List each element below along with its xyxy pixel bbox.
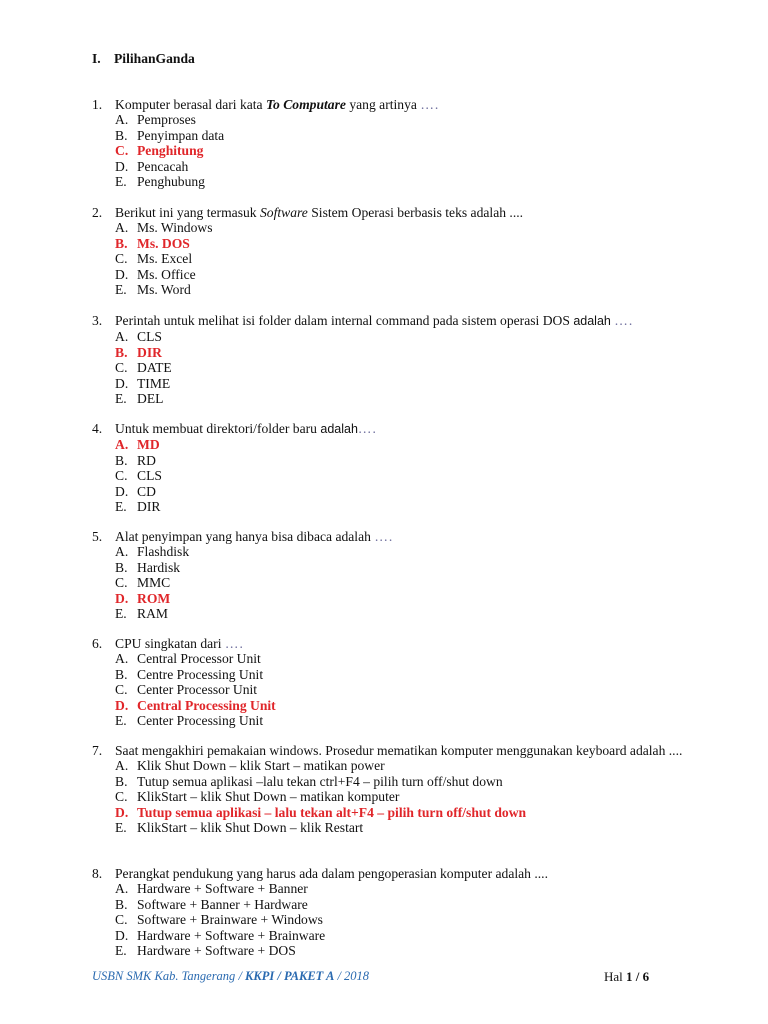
option-c[interactable]: C. DATE — [115, 360, 172, 376]
section-title-text: PilihanGanda — [114, 51, 195, 66]
question-number: 7. — [92, 743, 103, 758]
question-text: Komputer berasal dari kata To Computare yang artinya …. — [115, 97, 440, 112]
question-3 — [92, 313, 712, 406]
footer-package: KKPI / PAKET A — [245, 969, 335, 983]
section-numeral: I. — [92, 51, 101, 66]
option-a[interactable]: A. Hardware + Software + Banner — [115, 881, 308, 897]
option-c[interactable]: C. Software + Brainware + Windows — [115, 912, 323, 928]
option-c[interactable]: C. MMC — [115, 575, 171, 591]
option-a[interactable]: A. CLS — [115, 329, 162, 345]
question-number: 8. — [92, 866, 103, 881]
option-e[interactable]: E. DIR — [115, 499, 161, 515]
footer-exam-info: USBN SMK Kab. Tangerang / KKPI / PAKET A / 2018 — [92, 969, 370, 983]
option-c[interactable]: C. CLS — [115, 468, 162, 484]
option-c[interactable]: C. KlikStart – klik Shut Down – matikan komputer — [115, 789, 400, 805]
question-text: Alat penyimpan yang hanya bisa dibaca adalah …. — [115, 529, 394, 544]
option-d-correct[interactable]: D. ROM — [115, 590, 171, 606]
option-e[interactable]: E. Hardware + Software + DOS — [115, 943, 296, 959]
question-8 — [92, 866, 712, 958]
question-2 — [92, 205, 712, 297]
option-c[interactable]: C. Ms. Excel — [115, 251, 193, 267]
option-e[interactable]: E. KlikStart – klik Shut Down – klik Restart — [115, 820, 364, 836]
option-d[interactable]: D. Pencacah — [115, 158, 189, 174]
section-title — [92, 51, 195, 66]
option-e[interactable]: E. DEL — [115, 391, 164, 407]
question-number: 1. — [92, 97, 103, 112]
question-text: Untuk membuat direktori/folder baru adalah…. — [115, 421, 377, 436]
option-e[interactable]: E. Ms. Word — [115, 282, 191, 298]
question-text: Berikut ini yang termasuk Software Sistem Operasi berbasis teks adalah .... — [115, 205, 524, 220]
question-number: 3. — [92, 313, 103, 328]
question-emphasis: Software — [259, 205, 308, 220]
question-text: Perintah untuk melihat isi folder dalam internal command pada sistem operasi DOS adalah …. — [115, 313, 634, 328]
option-b-correct[interactable]: B. Ms. DOS — [115, 235, 190, 251]
option-c[interactable]: C. Center Processor Unit — [115, 682, 258, 698]
question-number: 6. — [92, 636, 103, 651]
question-number: 2. — [92, 205, 103, 220]
option-d[interactable]: D. Ms. Office — [115, 266, 196, 282]
question-7 — [92, 743, 712, 835]
question-text: Saat mengakhiri pemakaian windows. Prosedur mematikan komputer menggunakan keyboard adalah .... — [115, 743, 683, 758]
option-b[interactable]: B. Tutup semua aplikasi –lalu tekan ctrl+F4 – pilih turn off/shut down — [115, 773, 503, 789]
option-a[interactable]: A. Klik Shut Down – klik Start – matikan power — [115, 758, 385, 774]
option-a[interactable]: A. Flashdisk — [115, 544, 190, 560]
question-6 — [92, 636, 712, 728]
option-e[interactable]: E. Center Processing Unit — [115, 713, 264, 729]
option-a[interactable]: A. Ms. Windows — [115, 220, 213, 236]
option-b-correct[interactable]: B. DIR — [115, 344, 162, 360]
option-a[interactable]: A. Pemproses — [115, 112, 196, 128]
option-b[interactable]: B. Centre Processing Unit — [115, 666, 264, 682]
option-d[interactable]: D. TIME — [115, 375, 171, 391]
option-e[interactable]: E. Penghubung — [115, 174, 205, 190]
question-text: Perangkat pendukung yang harus ada dalam pengoperasian komputer adalah .... — [115, 866, 548, 881]
question-4 — [92, 421, 712, 514]
question-text: CPU singkatan dari …. — [115, 636, 244, 651]
option-d-correct[interactable]: D. Tutup semua aplikasi – lalu tekan alt+F4 – pilih turn off/shut down — [115, 804, 527, 820]
question-number: 5. — [92, 529, 103, 544]
option-d[interactable]: D. CD — [115, 483, 156, 499]
page-number: Hal 1 / 6 — [604, 969, 650, 984]
option-c-correct[interactable]: C. Penghitung — [115, 143, 204, 159]
option-a-correct[interactable]: A. MD — [115, 437, 160, 453]
question-emphasis: To Computare — [265, 97, 346, 112]
option-b[interactable]: B. Software + Banner + Hardware — [115, 896, 308, 912]
option-b[interactable]: B. Hardisk — [115, 559, 181, 575]
option-d-correct[interactable]: D. Central Processing Unit — [115, 697, 276, 713]
option-a[interactable]: A. Central Processor Unit — [115, 651, 261, 667]
option-e[interactable]: E. RAM — [115, 606, 168, 622]
option-b[interactable]: B. RD — [115, 452, 156, 468]
option-b[interactable]: B. Penyimpan data — [115, 127, 225, 143]
question-5 — [92, 529, 712, 621]
question-number: 4. — [92, 421, 103, 436]
question-1 — [92, 97, 712, 189]
option-d[interactable]: D. Hardware + Software + Brainware — [115, 927, 326, 943]
